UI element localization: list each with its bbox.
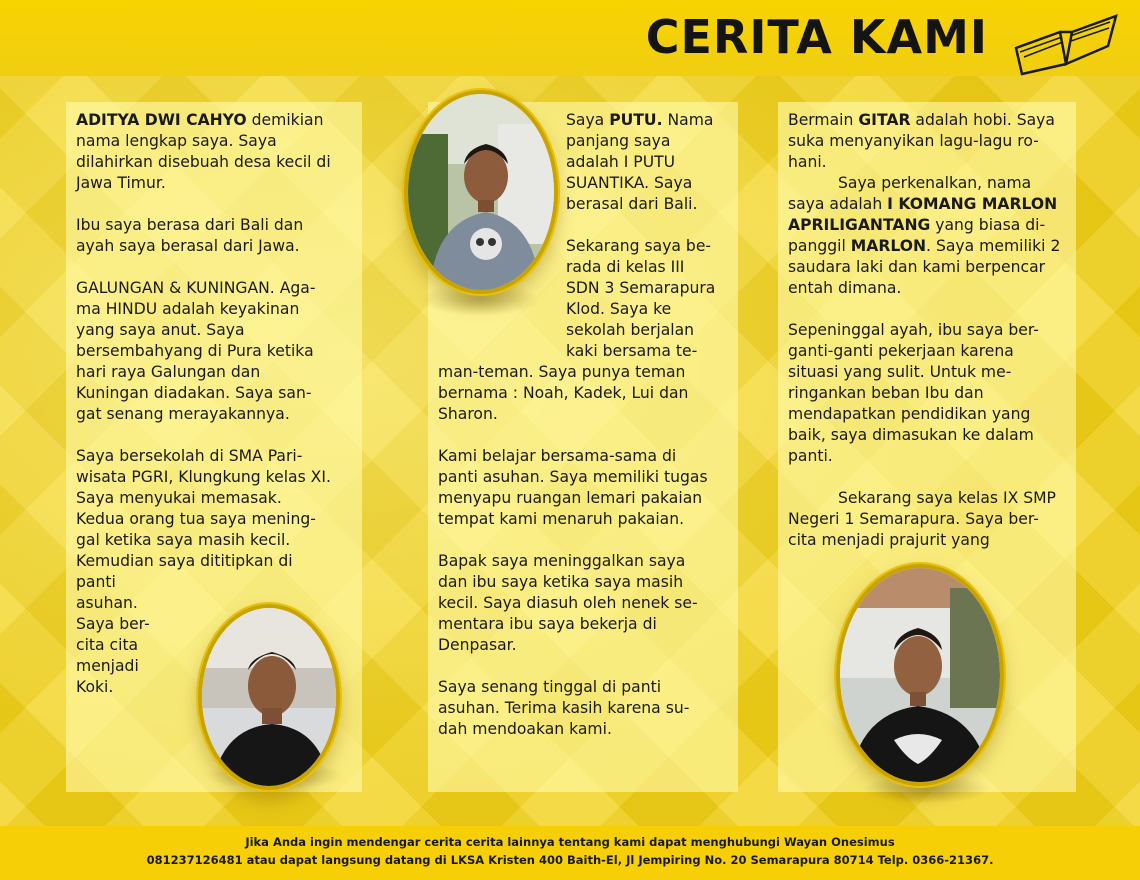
text-line: kecil. Saya diasuh oleh nenek se- bbox=[438, 594, 698, 612]
text-line: Ibu saya berasa dari Bali dan bbox=[76, 216, 304, 234]
text-line: cita menjadi prajurit yang bbox=[788, 531, 990, 549]
text-line: Saya bersekolah di SMA Pari- bbox=[76, 447, 303, 465]
name-marlon: MARLON bbox=[850, 237, 927, 255]
text-line: Negeri 1 Semarapura. Saya ber- bbox=[788, 510, 1039, 528]
text-line: dilahirkan disebuah desa kecil di bbox=[76, 153, 331, 171]
hobby-gitar: GITAR bbox=[858, 111, 911, 129]
text-line: sekolah berjalan bbox=[566, 321, 695, 339]
text-line: Saya perkenalkan, nama bbox=[838, 174, 1032, 192]
text-span: panggil bbox=[788, 237, 851, 255]
open-book-icon bbox=[1010, 8, 1122, 78]
text-line: Saya ber- bbox=[76, 615, 150, 633]
text-line: ringankan beban Ibu dan bbox=[788, 384, 984, 402]
text-line: panti bbox=[76, 573, 116, 591]
text-line: menyapu ruangan lemari pakaian bbox=[438, 489, 703, 507]
text-line: SUANTIKA. Saya bbox=[566, 174, 693, 192]
text-line: Denpasar. bbox=[438, 636, 517, 654]
text-line: Sekarang saya be- bbox=[566, 237, 712, 255]
text-line: asuhan. Terima kasih karena su- bbox=[438, 699, 690, 717]
footer bbox=[0, 826, 1140, 880]
text-line: mendapatkan pendidikan yang bbox=[788, 405, 1031, 423]
text-line: adalah I PUTU bbox=[566, 153, 676, 171]
text-line: Klod. Saya ke bbox=[566, 300, 672, 318]
text-line: ganti-ganti pekerjaan karena bbox=[788, 342, 1014, 360]
text-line: wisata PGRI, Klungkung kelas XI. bbox=[76, 468, 331, 486]
text-span: . Saya memiliki 2 bbox=[926, 237, 1061, 255]
photo-marlon bbox=[836, 564, 1004, 786]
text-span: adalah hobi. Saya bbox=[910, 111, 1055, 129]
text-line: asuhan. bbox=[76, 594, 138, 612]
text-line: Jawa Timur. bbox=[76, 174, 166, 192]
text-line: dah mendoakan kami. bbox=[438, 720, 612, 738]
text-line: Sharon. bbox=[438, 405, 498, 423]
text-line: panti. bbox=[788, 447, 833, 465]
text-line: hani. bbox=[788, 153, 827, 171]
name-aditya: ADITYA DWI CAHYO bbox=[76, 111, 247, 129]
text-line: saudara laki dan kami berpencar bbox=[788, 258, 1046, 276]
footer-line-contact: Jika Anda ingin mendengar cerita cerita lainnya tentang kami dapat menghubungi Wayan Onesimus bbox=[245, 835, 895, 849]
text-line: ayah saya berasal dari Jawa. bbox=[76, 237, 300, 255]
text-line: Saya senang tinggal di panti bbox=[438, 678, 662, 696]
name-komang: I KOMANG MARLON bbox=[887, 195, 1058, 213]
text-line: gal ketika saya masih kecil. bbox=[76, 531, 291, 549]
text-line: entah dimana. bbox=[788, 279, 902, 297]
text-line: rada di kelas III bbox=[566, 258, 685, 276]
text-span: Bermain bbox=[788, 111, 859, 129]
text-span: saya adalah bbox=[788, 195, 888, 213]
text-span: Saya bbox=[566, 111, 610, 129]
text-line: man-teman. Saya punya teman bbox=[438, 363, 686, 381]
name-putu: PUTU. bbox=[609, 111, 663, 129]
text-line: yang saya anut. Saya bbox=[76, 321, 245, 339]
column-2-text-top bbox=[566, 110, 736, 362]
text-line: dan ibu saya ketika saya masih bbox=[438, 573, 684, 591]
text-line: ma HINDU adalah keyakinan bbox=[76, 300, 300, 318]
text-line: suka menyanyikan lagu-lagu ro- bbox=[788, 132, 1039, 150]
text-line: menjadi bbox=[76, 657, 139, 675]
photo-putu bbox=[404, 90, 558, 294]
text-line: nama lengkap saya. Saya bbox=[76, 132, 277, 150]
text-line: situasi yang sulit. Untuk me- bbox=[788, 363, 1012, 381]
text-line: hari raya Galungan dan bbox=[76, 363, 261, 381]
column-3-text bbox=[788, 110, 1076, 551]
text-line: cita cita bbox=[76, 636, 139, 654]
text-line: Kuningan diadakan. Saya san- bbox=[76, 384, 312, 402]
text-line: panti asuhan. Saya memiliki tugas bbox=[438, 468, 708, 486]
text-line: Saya menyukai memasak. bbox=[76, 489, 282, 507]
column-2-text-bottom bbox=[438, 362, 734, 740]
text-line: baik, saya dimasukan ke dalam bbox=[788, 426, 1034, 444]
text-line: Sepeninggal ayah, ibu saya ber- bbox=[788, 321, 1039, 339]
name-apriligantang: APRILIGANTANG bbox=[788, 216, 931, 234]
text-line: SDN 3 Semarapura bbox=[566, 279, 716, 297]
text-line: panjang saya bbox=[566, 132, 671, 150]
text-line: gat senang merayakannya. bbox=[76, 405, 290, 423]
text-line: Bapak saya meninggalkan saya bbox=[438, 552, 686, 570]
text-span: Nama bbox=[662, 111, 714, 129]
text-line: kaki bersama te- bbox=[566, 342, 698, 360]
text-line: Sekarang saya kelas IX SMP bbox=[838, 489, 1056, 507]
text-line: Kedua orang tua saya mening- bbox=[76, 510, 316, 528]
text-span: yang biasa di- bbox=[930, 216, 1046, 234]
text-line: Kemudian saya dititipkan di bbox=[76, 552, 293, 570]
column-1-text bbox=[76, 110, 362, 698]
photo-aditya bbox=[198, 604, 340, 790]
text-line: berasal dari Bali. bbox=[566, 195, 698, 213]
text-line: Koki. bbox=[76, 678, 114, 696]
page-title: CERITA KAMI bbox=[645, 10, 988, 64]
text-line: GALUNGAN & KUNINGAN. Aga- bbox=[76, 279, 316, 297]
text-line: bernama : Noah, Kadek, Lui dan bbox=[438, 384, 689, 402]
text-span: demikian bbox=[246, 111, 324, 129]
text-line: mentara ibu saya bekerja di bbox=[438, 615, 657, 633]
text-line: bersembahyang di Pura ketika bbox=[76, 342, 314, 360]
text-line: tempat kami menaruh pakaian. bbox=[438, 510, 685, 528]
footer-line-address: 081237126481 atau dapat langsung datang di LKSA Kristen 400 Baith-El, Jl Jempiring No. 20 Semarapura 80714 Telp. 0366-21367. bbox=[146, 853, 994, 867]
text-line: Kami belajar bersama-sama di bbox=[438, 447, 677, 465]
